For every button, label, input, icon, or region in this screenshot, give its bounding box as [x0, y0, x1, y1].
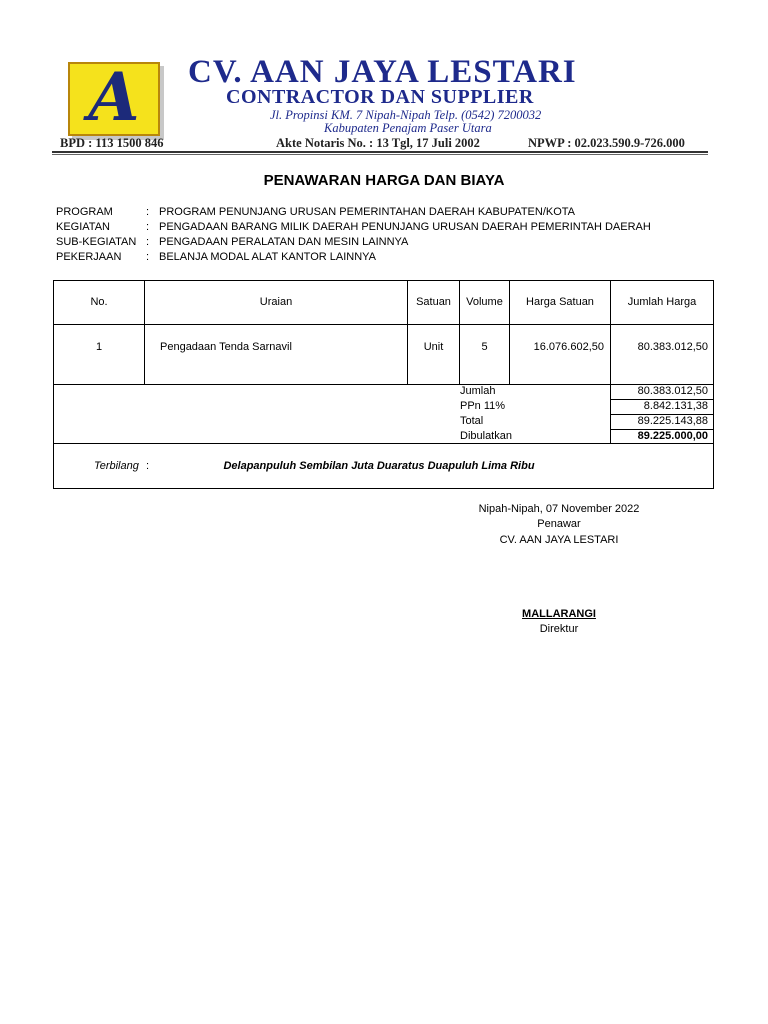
terbilang-colon: : — [146, 460, 150, 472]
company-address: Jl. Propinsi KM. 7 Nipah-Nipah Telp. (0542) 7200032 — [270, 108, 542, 122]
summary-label-dibulatkan: Dibulatkan — [460, 430, 512, 442]
letterhead-divider — [52, 151, 708, 153]
company-subtitle: CONTRACTOR DAN SUPPLIER — [226, 86, 534, 108]
summary-label-total: Total — [460, 415, 484, 427]
row-jumlah-harga: 80.383.012,50 — [637, 341, 708, 353]
row-no: 1 — [95, 341, 103, 353]
signature-company: CV. AAN JAYA LESTARI — [499, 534, 619, 546]
summary-value-total: 89.225.143,88 — [637, 415, 708, 427]
info-label: SUB-KEGIATAN — [56, 236, 137, 248]
header-harga-satuan: Harga Satuan — [526, 296, 594, 308]
header-jumlah-harga: Jumlah Harga — [627, 296, 697, 308]
summary-value-dibulatkan: 89.225.000,00 — [637, 430, 708, 442]
info-value: PROGRAM PENUNJANG URUSAN PEMERINTAHAN DAERAH KABUPATEN/KOTA — [159, 206, 576, 218]
logo-letter: A — [88, 58, 140, 136]
letterhead-divider-thin — [52, 154, 708, 155]
row-satuan: Unit — [423, 341, 444, 353]
info-label: PEKERJAAN — [56, 251, 122, 263]
header-volume: Volume — [466, 296, 503, 308]
company-regency: Kabupaten Penajam Paser Utara — [324, 121, 492, 135]
summary-value-jumlah: 80.383.012,50 — [637, 385, 708, 397]
row-harga-satuan: 16.076.602,50 — [533, 341, 604, 353]
header-satuan: Satuan — [416, 296, 451, 308]
signature-place-date: Nipah-Nipah, 07 November 2022 — [478, 503, 640, 515]
info-value: PENGADAAN PERALATAN DAN MESIN LAINNYA — [159, 236, 409, 248]
summary-value-ppn: 8.842.131,38 — [643, 400, 708, 412]
info-value: BELANJA MODAL ALAT KANTOR LAINNYA — [159, 251, 377, 263]
company-logo — [68, 58, 160, 136]
header-no: No. — [90, 296, 108, 308]
bpd-number: BPD : 113 1500 846 — [60, 136, 164, 150]
header-uraian: Uraian — [259, 296, 293, 308]
terbilang-label: Terbilang — [94, 460, 139, 472]
info-label: KEGIATAN — [56, 221, 110, 233]
signature-position: Direktur — [539, 623, 579, 635]
row-uraian: Pengadaan Tenda Sarnavil — [160, 341, 292, 353]
info-label: PROGRAM — [56, 206, 113, 218]
npwp-number: NPWP : 02.023.590.9-726.000 — [528, 136, 685, 150]
akte-notaris: Akte Notaris No. : 13 Tgl, 17 Juli 2002 — [276, 136, 480, 150]
terbilang-value: Delapanpuluh Sembilan Juta Duaratus Duapuluh Lima Ribu — [223, 460, 535, 472]
summary-label-ppn: PPn 11% — [460, 400, 506, 412]
signature-role: Penawar — [537, 518, 581, 530]
row-volume: 5 — [481, 341, 488, 353]
price-table — [53, 280, 714, 489]
company-name: CV. AAN JAYA LESTARI — [188, 54, 577, 90]
document-title: PENAWARAN HARGA DAN BIAYA — [263, 172, 505, 189]
signature-name: MALLARANGI — [522, 608, 596, 620]
info-value: PENGADAAN BARANG MILIK DAERAH PENUNJANG URUSAN DAERAH PEMERINTAH DAERAH — [159, 221, 651, 233]
summary-label-jumlah: Jumlah — [460, 385, 496, 397]
